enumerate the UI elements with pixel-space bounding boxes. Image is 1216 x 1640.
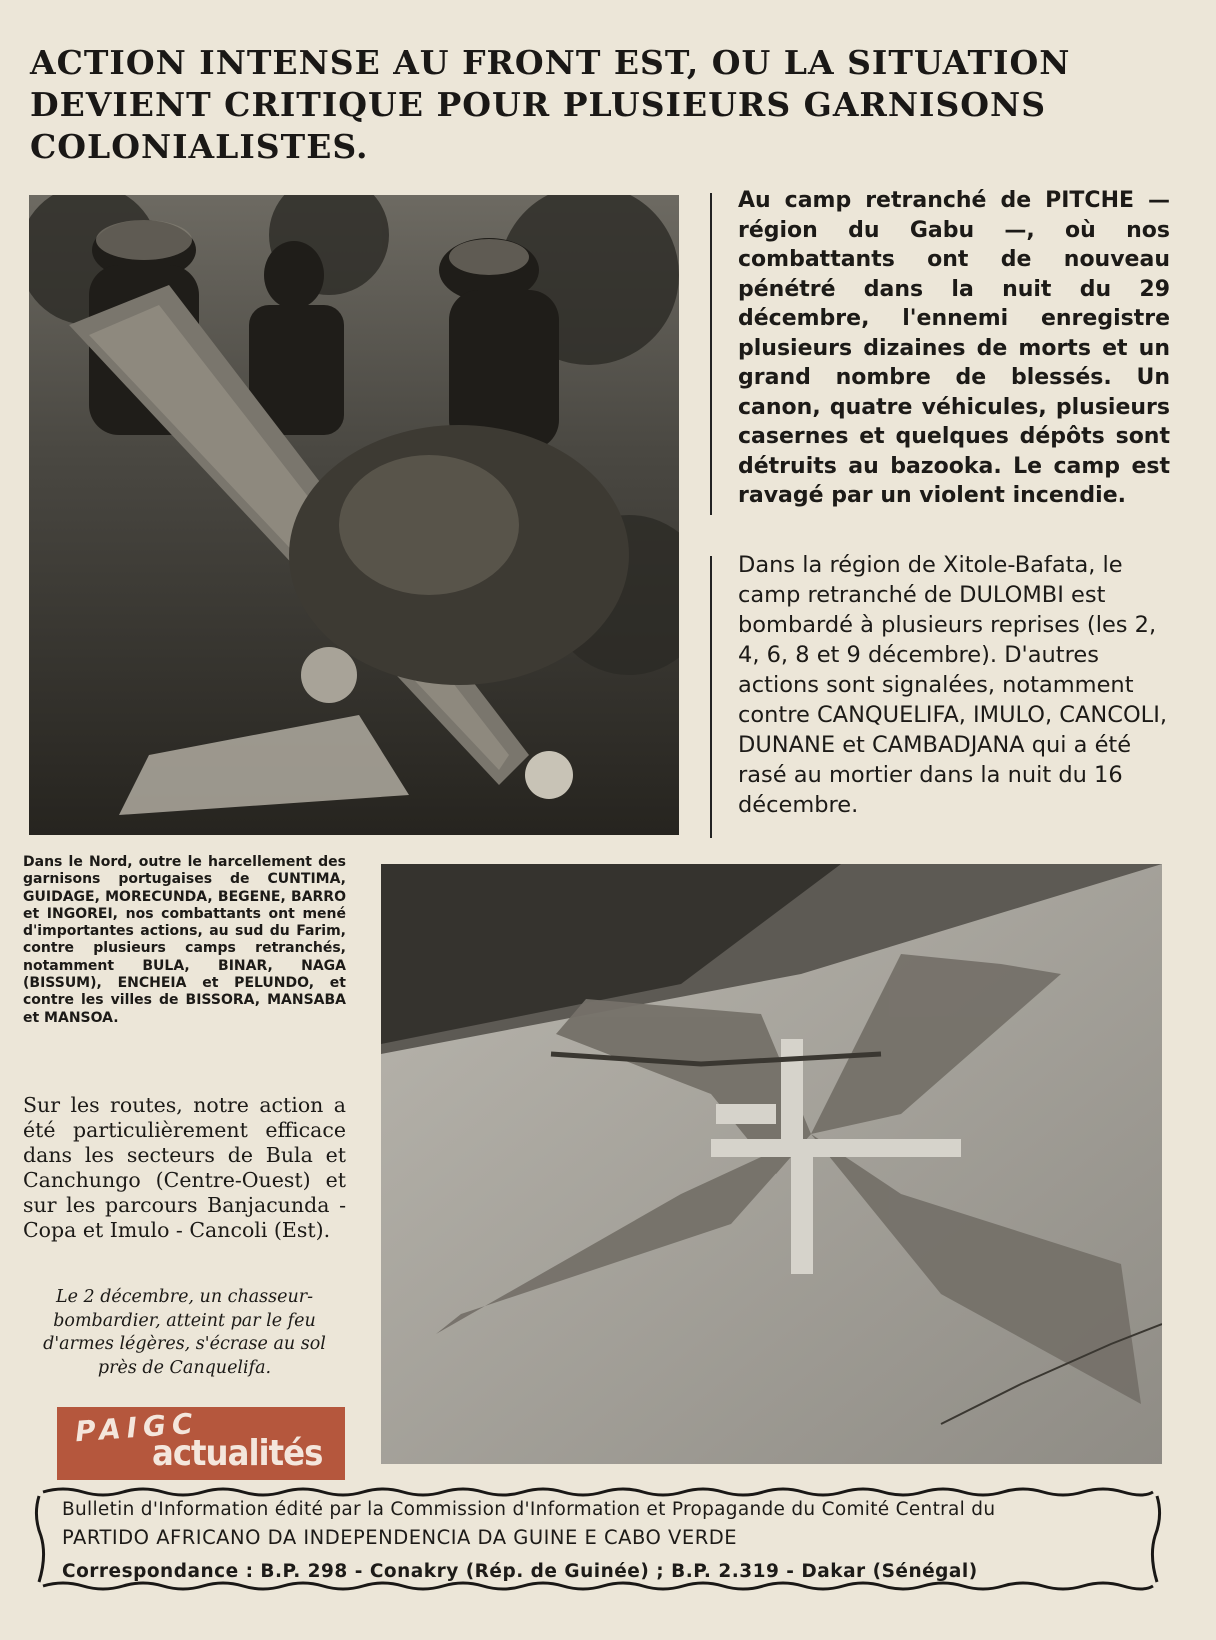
column-rule-2: [710, 556, 712, 838]
paragraph-pitche: Au camp retranché de PITCHE — région du Gabu —, où nos combattants ont de nouveau pénétré dans la nuit du 29 décembre, l'ennemi enregistre plusieurs dizaines de morts et un grand nombre de blessés. Un canon, quatre véhicules, plusieurs casernes et quelques dépôts sont détruits au bazooka. Le camp est ravagé par un violent incendie.: [738, 188, 1170, 508]
paigc-actualites-logo: [57, 1407, 345, 1480]
logo-line-2: actualités: [152, 1433, 323, 1474]
footer-line-1: Bulletin d'Information édité par la Commission d'Information et Propagande du Comité Central du: [62, 1499, 996, 1520]
footer-line-2: PARTIDO AFRICANO DA INDEPENDENCIA DA GUINE E CABO VERDE: [62, 1526, 738, 1549]
paragraph-routes: Sur les routes, notre action a été particulièrement efficace dans les secteurs de Bula et Canchungo (Centre-Ouest) et sur les parcours Banjacunda - Copa et Imulo - Cancoli (Est).: [23, 1093, 346, 1242]
photo-aircraft-wing: [381, 864, 1162, 1464]
paragraph-dulombi: Dans la région de Xitole-Bafata, le camp retranché de DULOMBI est bombardé à plusieurs reprises (les 2, 4, 6, 8 et 9 décembre). D'autres actions sont signalées, notamment contre CANQUELIFA, IMULO, CANCOLI, DUNANE et CAMBADJANA qui a été rasé au mortier dans la nuit du 16 décembre.: [738, 552, 1167, 818]
footer-line-3: Correspondance : B.P. 298 - Conakry (Rép. de Guinée) ; B.P. 2.319 - Dakar (Sénégal): [62, 1561, 978, 1582]
photo-caption: Le 2 décembre, un chasseur-bombardier, atteint par le feu d'armes légères, s'écrase au sol près de Canquelifa.: [43, 1287, 326, 1378]
headline: ACTION INTENSE AU FRONT EST, OU LA SITUATION DEVIENT CRITIQUE POUR PLUSIEURS GARNISONS COLONIALISTES.: [30, 43, 1071, 166]
photo-soldiers-wreckage: [29, 195, 679, 835]
logo-line-1: PAIGC: [73, 1407, 200, 1449]
column-rule-1: [710, 193, 712, 515]
paragraph-nord: Dans le Nord, outre le harcellement des garnisons portugaises de CUNTIMA, GUIDAGE, MORECUNDA, BEGENE, BARRO et INGOREI, nos combattants ont mené d'importantes actions, au sud du Farim, contre plusieurs camps retranchés, notamment BULA, BINAR, NAGA (BISSUM), ENCHEIA et PELUNDO, et contre les villes de BISSORA, MANSABA et MANSOA.: [23, 854, 346, 1026]
